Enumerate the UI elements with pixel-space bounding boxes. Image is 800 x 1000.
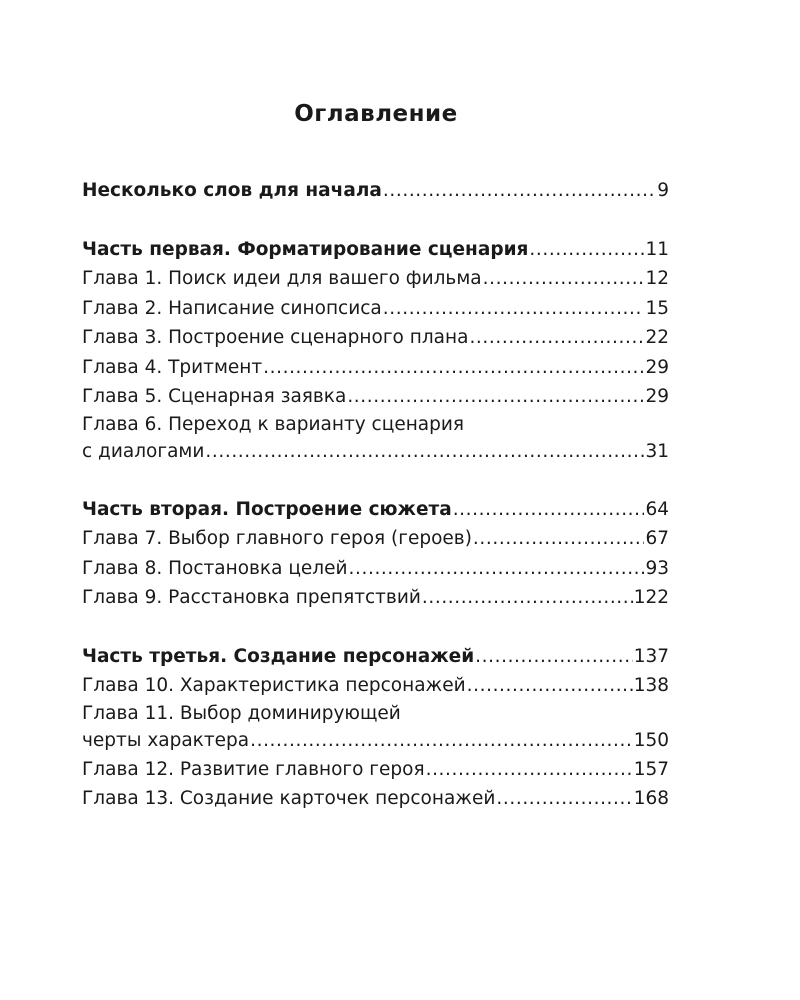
toc-entry-label: Глава 12. Развитие главного героя: [82, 758, 425, 780]
toc-page-number: 29: [645, 356, 669, 378]
toc-entry-label: Глава 5. Сценарная заявка: [82, 386, 347, 407]
dot-leader: [469, 323, 644, 353]
toc-page-number: 150: [633, 729, 669, 751]
toc-page-number: 137: [633, 645, 669, 667]
table-of-contents: [82, 176, 669, 843]
toc-section: [82, 642, 669, 814]
toc-entry-label: Глава 3. Построение сценарного плана: [82, 327, 469, 348]
dot-leader: [496, 784, 632, 814]
toc-chapter-entry: [82, 554, 669, 584]
toc-entry-label: Глава 1. Поиск идеи для вашего фильма: [82, 268, 482, 289]
toc-chapter-entry: [82, 784, 669, 814]
toc-entry-label: Глава 8. Постановка целей: [82, 557, 348, 579]
dot-leader: [422, 583, 633, 613]
dot-leader: [383, 176, 656, 206]
toc-chapter-entry: [82, 382, 669, 412]
dot-leader: [205, 438, 644, 466]
dot-leader: [383, 294, 645, 324]
dot-leader: [483, 264, 645, 294]
toc-entry-label: Глава 13. Создание карточек персонажей: [82, 788, 496, 809]
toc-chapter-entry: [82, 438, 669, 466]
toc-page-number: 31: [645, 440, 669, 462]
toc-page-number: 157: [633, 758, 669, 780]
toc-entry-label: Глава 9. Расстановка препятствий: [82, 587, 421, 608]
dot-leader: [473, 524, 645, 554]
toc-entry-label: черты характера: [82, 729, 250, 751]
toc-part-entry: [82, 176, 669, 206]
dot-leader: [475, 642, 633, 672]
toc-page-number: 122: [633, 587, 669, 608]
toc-page-number: 168: [633, 788, 669, 809]
dot-leader: [529, 235, 644, 265]
toc-page-number: 12: [645, 268, 669, 289]
toc-entry-first-line: Глава 11. Выбор доминирующей: [82, 702, 401, 724]
toc-part-entry: [82, 495, 669, 525]
dot-leader: [263, 353, 644, 383]
toc-chapter-entry: [82, 524, 669, 554]
toc-page-number: 22: [645, 327, 669, 348]
toc-page-number: 138: [633, 675, 669, 696]
toc-chapter-entry: [82, 294, 669, 324]
toc-entry-label: Часть первая. Форматирование сценария: [82, 238, 529, 260]
toc-chapter-entry: [82, 727, 669, 755]
toc-chapter-entry: [82, 323, 669, 353]
toc-entry-first-line: Глава 6. Переход к варианту сценария: [82, 413, 465, 435]
toc-entry-label: Часть третья. Создание персонажей: [82, 645, 475, 667]
toc-entry-label: Несколько слов для начала: [82, 180, 382, 201]
toc-part-entry: [82, 235, 669, 265]
toc-entry-label: Глава 2. Написание синопсиса: [82, 297, 382, 319]
toc-entry-label: Глава 4. Тритмент: [82, 356, 263, 378]
toc-page-number: 93: [645, 557, 669, 579]
toc-entry-label: Глава 7. Выбор главного героя (героев): [82, 528, 472, 549]
toc-section: [82, 495, 669, 613]
dot-leader: [349, 554, 645, 584]
dot-leader: [347, 382, 644, 412]
toc-page-number: 11: [645, 238, 669, 260]
toc-page-number: 64: [645, 498, 669, 520]
toc-page-number: 67: [645, 528, 669, 549]
toc-entry-label: Часть вторая. Построение сюжета: [82, 498, 452, 520]
toc-section: [82, 176, 669, 206]
dot-leader: [453, 495, 645, 525]
toc-section: [82, 235, 669, 466]
toc-entry-label: Глава 10. Характеристика персонажей: [82, 675, 466, 696]
toc-page-number: 15: [645, 297, 669, 319]
toc-part-entry: [82, 642, 669, 672]
dot-leader: [426, 755, 633, 785]
toc-chapter-entry: [82, 353, 669, 383]
dot-leader: [467, 671, 633, 701]
toc-chapter-entry: [82, 755, 669, 785]
toc-page-number: 29: [645, 386, 669, 407]
toc-entry-label: с диалогами: [82, 440, 205, 462]
toc-chapter-entry: [82, 583, 669, 613]
toc-chapter-entry: [82, 671, 669, 701]
toc-chapter-entry: [82, 264, 669, 294]
dot-leader: [250, 727, 633, 755]
toc-title: Оглавление: [294, 101, 458, 127]
toc-page-number: 9: [657, 180, 669, 201]
